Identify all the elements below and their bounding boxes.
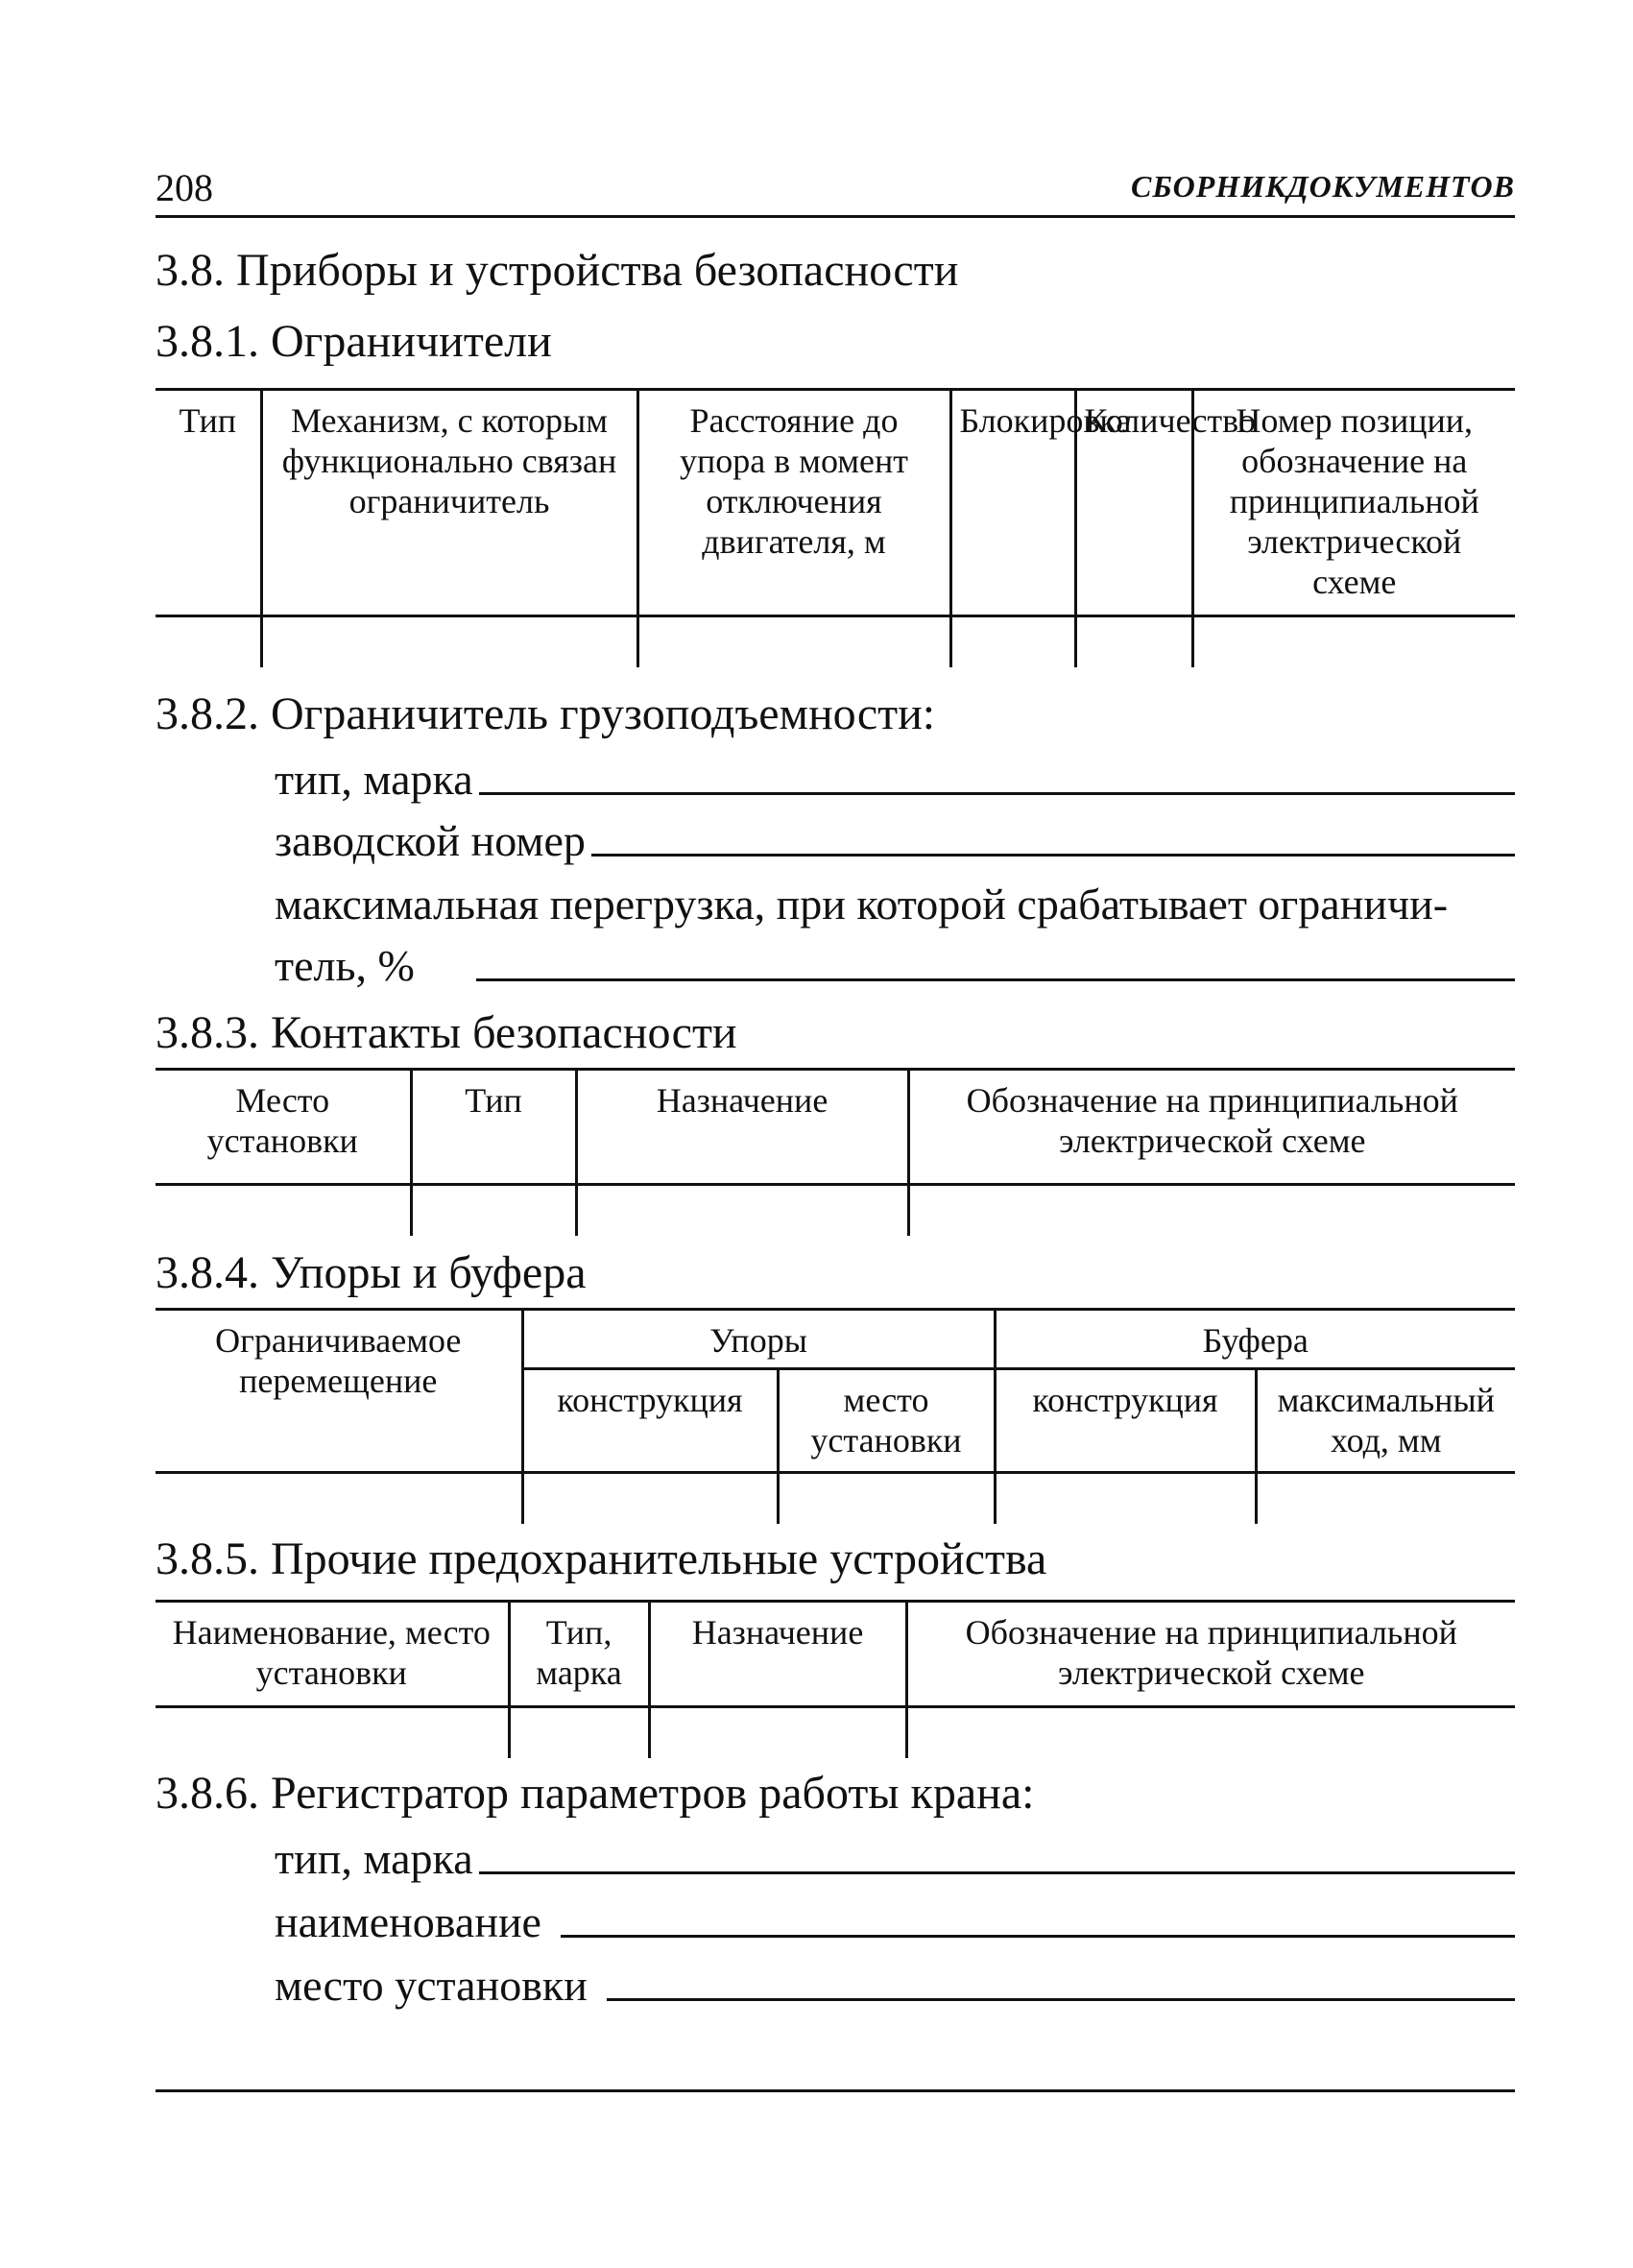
cell-position-number[interactable] [1192,616,1515,668]
cell-place[interactable] [156,1185,411,1237]
fill-line[interactable] [479,792,1515,795]
capacity-type-field[interactable] [275,753,1515,807]
col-type-brand: Тип, марка [509,1602,649,1707]
col-blocking: Блокировка [950,390,1075,616]
col-stops-design: конструкция [522,1369,778,1473]
col-buffers-travel: максимальный ход, мм [1256,1369,1515,1473]
section-3-8-5-title: 3.8.5. Прочие предохранительные устройства [156,1533,1047,1584]
cell-purpose[interactable] [649,1707,906,1759]
cell-stops-place[interactable] [778,1473,995,1525]
cell-type-brand[interactable] [509,1707,649,1759]
col-designation: Обозначение на принципиальной электрической схеме [908,1070,1515,1185]
col-purpose: Назначение [576,1070,908,1185]
cell-distance[interactable] [637,616,950,668]
group-stops: Упоры [522,1310,995,1369]
cell-movement[interactable] [156,1473,522,1525]
col-movement: Ограничиваемое перемещение [156,1310,522,1473]
fill-line[interactable] [561,1935,1515,1938]
recorder-type-label: тип, марка [275,1834,473,1883]
overload-label-line1: максимальная перегрузка, при которой срабатывает ограничи- [275,880,1449,929]
stops-buffers-table [156,1308,1515,1524]
col-purpose: Назначение [649,1602,906,1707]
recorder-name-field[interactable] [275,1895,1515,1949]
cell-mechanism[interactable] [261,616,637,668]
capacity-serial-label: заводской номер [275,816,586,865]
page-header [156,165,1515,218]
page-number: 208 [156,166,213,209]
col-place: Место установки [156,1070,411,1185]
cell-buffers-design[interactable] [995,1473,1256,1525]
col-type: Тип [156,390,261,616]
section-3-8-3-title: 3.8.3. Контакты безопасности [156,1007,737,1058]
other-devices-table [156,1600,1515,1758]
col-position-number: Номер позиции, обозначение на принципиальной электрической схеме [1192,390,1515,616]
col-designation: Обозначение на принципиальной электрической схеме [906,1602,1515,1707]
section-3-8-4-title: 3.8.4. Упоры и буфера [156,1247,587,1298]
col-buffers-design: конструкция [995,1369,1256,1473]
col-name-place: Наименование, место установки [156,1602,509,1707]
table-row [156,616,1515,668]
limiters-table [156,388,1515,667]
fill-line[interactable] [591,854,1515,857]
safety-contacts-table [156,1068,1515,1236]
col-type: Тип [411,1070,576,1185]
cell-quantity[interactable] [1075,616,1192,668]
table-row [156,1707,1515,1759]
recorder-name-label: наименование [275,1897,541,1946]
fill-line[interactable] [476,978,1515,981]
cell-designation[interactable] [908,1185,1515,1237]
overload-field[interactable] [275,939,1515,993]
col-quantity: Количество [1075,390,1192,616]
capacity-serial-field[interactable] [275,814,1515,868]
fill-line[interactable] [607,1998,1515,2001]
table-row [156,1473,1515,1525]
col-stops-place: место установки [778,1369,995,1473]
group-buffers: Буфера [995,1310,1515,1369]
col-distance: Расстояние до упора в момент отключения двигателя, м [637,390,950,616]
cell-purpose[interactable] [576,1185,908,1237]
section-3-8-title: 3.8. Приборы и устройства безопасности [156,245,959,296]
section-3-8-6-title: 3.8.6. Регистратор параметров работы крана: [156,1768,1035,1819]
cell-name-place[interactable] [156,1707,509,1759]
col-mechanism: Механизм, с которым функционально связан ограничитель [261,390,637,616]
recorder-place-field[interactable] [275,1959,1515,2013]
capacity-type-label: тип, марка [275,755,473,804]
cell-blocking[interactable] [950,616,1075,668]
cell-designation[interactable] [906,1707,1515,1759]
running-title: СБОРНИКДОКУМЕНТОВ [1130,169,1515,204]
cell-type[interactable] [156,616,261,668]
overload-label-line2: тель, % [275,941,415,990]
table-row [156,1185,1515,1237]
recorder-type-field[interactable] [275,1832,1515,1886]
cell-stops-design[interactable] [522,1473,778,1525]
section-3-8-1-title: 3.8.1. Ограничители [156,316,552,367]
cell-type[interactable] [411,1185,576,1237]
bottom-rule [156,2089,1515,2092]
section-3-8-2-title: 3.8.2. Ограничитель грузоподъемности: [156,688,936,739]
cell-buffers-travel[interactable] [1256,1473,1515,1525]
fill-line[interactable] [479,1871,1515,1874]
recorder-place-label: место установки [275,1961,588,2010]
